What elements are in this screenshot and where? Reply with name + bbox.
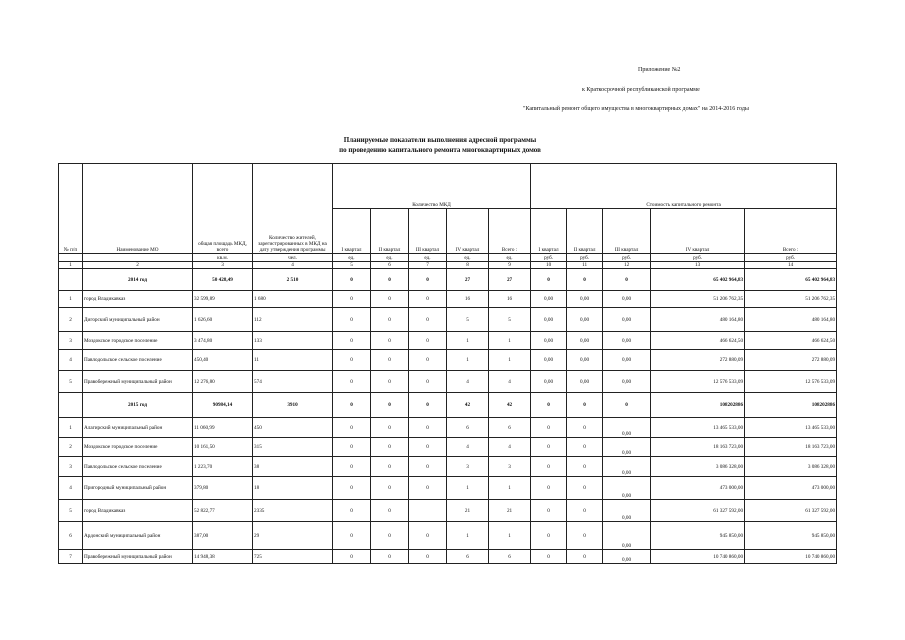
row-mkd-q1: 0: [333, 457, 371, 477]
row-cost-q4: 10 740 860,00: [651, 550, 745, 564]
row-cost-total: 272 880,09: [745, 350, 837, 371]
row-num: 1: [59, 291, 83, 308]
row-cost-q4: 108202886: [651, 393, 745, 418]
row-cost-q3: 0,00: [603, 550, 651, 564]
cost-total-header: Всего :: [745, 209, 837, 254]
row-area: 10 161,50: [193, 438, 253, 457]
row-mkd-total: 3: [489, 457, 531, 477]
row-cost-q3: 0,00: [603, 332, 651, 350]
row-mkd-q1: 0: [333, 522, 371, 550]
row-cost-total: 13 465 533,00: [745, 418, 837, 438]
row-num: 3: [59, 332, 83, 350]
row-mkd-q4: 21: [447, 500, 489, 522]
row-mkd-q4: 4: [447, 371, 489, 393]
row-cost-q1: 0,00: [531, 371, 567, 393]
row-num: 1: [59, 418, 83, 438]
row-num: 2: [59, 308, 83, 332]
table-row: [59, 291, 837, 308]
row-residents: 2 510: [253, 269, 333, 291]
row-mkd-q3: 0: [409, 457, 447, 477]
row-num: 5: [59, 371, 83, 393]
table-row: [59, 350, 837, 371]
row-name: Ардонский муниципальный район: [83, 522, 193, 550]
row-area: 3 474,80: [193, 332, 253, 350]
row-mkd-q3: 0: [409, 418, 447, 438]
row-mkd-total: 16: [489, 291, 531, 308]
row-cost-q4: 12 576 533,09: [651, 371, 745, 393]
row-mkd-q2: 0: [371, 550, 409, 564]
column-number: 12: [603, 262, 651, 269]
row-cost-q3: 0,00: [603, 308, 651, 332]
row-mkd-q3: 0: [409, 371, 447, 393]
table-row: [59, 371, 837, 393]
row-cost-q3: 0,00: [603, 350, 651, 371]
row-area: 12 276,80: [193, 371, 253, 393]
row-mkd-total: 1: [489, 332, 531, 350]
mkd-q2-header: II квартал: [371, 209, 409, 254]
row-mkd-q2: 0: [371, 522, 409, 550]
row-mkd-q1: 0: [333, 269, 371, 291]
row-cost-q3: 0,00: [603, 291, 651, 308]
row-cost-total: 466 624,50: [745, 332, 837, 350]
row-mkd-q4: 1: [447, 477, 489, 500]
row-cost-total: 10 740 860,00: [745, 550, 837, 564]
row-num: 4: [59, 350, 83, 371]
row-mkd-q2: 0: [371, 500, 409, 522]
row-num: 3: [59, 457, 83, 477]
row-mkd-q3: 0: [409, 291, 447, 308]
row-residents: 18: [253, 477, 333, 500]
row-residents: 29: [253, 522, 333, 550]
row-mkd-q2: 0: [371, 438, 409, 457]
row-cost-q2: 0: [567, 418, 603, 438]
row-cost-q3: 0,00: [603, 522, 651, 550]
row-mkd-q3: 0: [409, 269, 447, 291]
mkd-q3-header: III квартал: [409, 209, 447, 254]
unit-rub: руб.: [603, 254, 651, 262]
program-name: "Капитальный ремонт общего имущества в многоквартирных домах" на 2014-2016 годы: [523, 106, 749, 112]
row-cost-q4: 272 880,09: [651, 350, 745, 371]
unit-rub: руб.: [567, 254, 603, 262]
row-cost-q2: 0: [567, 457, 603, 477]
table-row: [59, 500, 837, 522]
column-number: 13: [651, 262, 745, 269]
unit-rub: руб.: [651, 254, 745, 262]
column-number: 8: [447, 262, 489, 269]
document-subtitle: по проведению капитального ремонта многоквартирных домов: [339, 146, 541, 154]
row-area: 379,80: [193, 477, 253, 500]
document-title: Планируемые показатели выполнения адресной программы: [343, 136, 537, 144]
col-name-header: Наименование МО: [83, 164, 193, 254]
row-cost-q3: 0,00: [603, 500, 651, 522]
row-mkd-q3: 0: [409, 308, 447, 332]
row-mkd-q4: 1: [447, 332, 489, 350]
row-cost-q2: 0: [567, 477, 603, 500]
row-name: Моздокское городское поселение: [83, 438, 193, 457]
row-name: Пригородный муниципальный район: [83, 477, 193, 500]
unit-count: ед.: [371, 254, 409, 262]
row-mkd-total: 1: [489, 522, 531, 550]
row-cost-q1: 0,00: [531, 350, 567, 371]
row-cost-q4: 61 327 592,00: [651, 500, 745, 522]
row-mkd-q2: 0: [371, 291, 409, 308]
row-mkd-q4: 3: [447, 457, 489, 477]
row-mkd-total: 27: [489, 269, 531, 291]
table-row: [59, 522, 837, 550]
column-number: 4: [253, 262, 333, 269]
year-summary-row: [59, 393, 837, 418]
row-area: 450,40: [193, 350, 253, 371]
row-cost-q2: 0: [567, 550, 603, 564]
row-cost-q3: 0,00: [603, 477, 651, 500]
row-cost-total: 18 163 723,00: [745, 438, 837, 457]
row-name: Павлодольское сельское поселение: [83, 350, 193, 371]
row-mkd-q1: 0: [333, 550, 371, 564]
row-mkd-total: 6: [489, 418, 531, 438]
row-cost-q2: 0: [567, 522, 603, 550]
row-cost-q3: 0,00: [603, 371, 651, 393]
mkd-count-group-header: Количество МКД: [333, 164, 531, 209]
unit-area: кв.м.: [193, 254, 253, 262]
row-mkd-q3: 0: [409, 438, 447, 457]
row-mkd-q2: 0: [371, 350, 409, 371]
row-mkd-total: 1: [489, 477, 531, 500]
row-cost-q1: 0: [531, 269, 567, 291]
row-mkd-q4: 16: [447, 291, 489, 308]
row-residents: 11: [253, 350, 333, 371]
row-mkd-q1: 0: [333, 500, 371, 522]
row-cost-q3: 0: [603, 269, 651, 291]
mkd-q4-header: IV квартал: [447, 209, 489, 254]
row-cost-q2: 0,00: [567, 308, 603, 332]
row-cost-total: 480 164,80: [745, 308, 837, 332]
row-mkd-q3: 0: [409, 477, 447, 500]
cost-q1-header: I квартал: [531, 209, 567, 254]
row-cost-q4: 480 164,80: [651, 308, 745, 332]
row-mkd-q1: 0: [333, 291, 371, 308]
row-mkd-total: 1: [489, 350, 531, 371]
row-area: 1 223,70: [193, 457, 253, 477]
row-cost-q4: 18 163 723,00: [651, 438, 745, 457]
row-cost-q1: 0: [531, 418, 567, 438]
row-residents: 3910: [253, 393, 333, 418]
column-number: 3: [193, 262, 253, 269]
row-mkd-total: 5: [489, 308, 531, 332]
row-mkd-q3: 0: [409, 332, 447, 350]
row-num: 4: [59, 477, 83, 500]
mkd-q1-header: I квартал: [333, 209, 371, 254]
row-mkd-q1: 0: [333, 350, 371, 371]
row-area: 387,00: [193, 522, 253, 550]
row-num: 2: [59, 438, 83, 457]
unit-people: чел.: [253, 254, 333, 262]
row-cost-q4: 13 465 533,00: [651, 418, 745, 438]
table-row: [59, 457, 837, 477]
column-number: 14: [745, 262, 837, 269]
row-cost-q1: 0: [531, 457, 567, 477]
row-mkd-q1: 0: [333, 418, 371, 438]
unit-count: ед.: [489, 254, 531, 262]
row-cost-q1: 0: [531, 522, 567, 550]
column-number: 5: [333, 262, 371, 269]
row-mkd-q3: 0: [409, 393, 447, 418]
unit-rub: руб.: [745, 254, 837, 262]
row-residents: 38: [253, 457, 333, 477]
row-residents: 2335: [253, 500, 333, 522]
col-residents-header: Количество жителей, зарегистрированных в МКД на дату утверждения программы: [253, 164, 333, 254]
row-cost-q3: 0,00: [603, 438, 651, 457]
row-name: 2014 год: [83, 269, 193, 291]
row-cost-total: 12 576 533,09: [745, 371, 837, 393]
row-cost-q3: 0: [603, 393, 651, 418]
unit-cell: [83, 254, 193, 262]
row-area: 14 948,38: [193, 550, 253, 564]
row-mkd-q2: 0: [371, 418, 409, 438]
appendix-label: Приложение №2: [638, 67, 681, 73]
row-cost-q2: 0,00: [567, 291, 603, 308]
row-name: 2015 год: [83, 393, 193, 418]
row-name: Дигорский муниципальный район: [83, 308, 193, 332]
row-name: Правобережный муниципальный район: [83, 550, 193, 564]
row-num: [59, 269, 83, 291]
program-reference: к Краткосрочной республиканской программе: [582, 87, 700, 93]
row-name: город Владикавказ: [83, 291, 193, 308]
column-number: 7: [409, 262, 447, 269]
row-residents: 1 680: [253, 291, 333, 308]
row-name: город Владикавказ: [83, 500, 193, 522]
row-cost-q1: 0: [531, 393, 567, 418]
row-area: 52 822,77: [193, 500, 253, 522]
row-mkd-q4: 4: [447, 438, 489, 457]
row-mkd-total: 4: [489, 438, 531, 457]
row-cost-q4: 945 850,00: [651, 522, 745, 550]
row-cost-q4: 3 086 328,00: [651, 457, 745, 477]
unit-cell: [59, 254, 83, 262]
unit-count: ед.: [333, 254, 371, 262]
row-mkd-q4: 1: [447, 522, 489, 550]
table-row: [59, 332, 837, 350]
column-number: 1: [59, 262, 83, 269]
row-area: 50 428,49: [193, 269, 253, 291]
row-mkd-q1: 0: [333, 332, 371, 350]
unit-rub: руб.: [531, 254, 567, 262]
row-mkd-q4: 5: [447, 308, 489, 332]
row-mkd-q2: 0: [371, 371, 409, 393]
row-mkd-q1: 0: [333, 438, 371, 457]
row-cost-total: 473 000,00: [745, 477, 837, 500]
row-cost-q1: 0: [531, 550, 567, 564]
row-cost-q2: 0: [567, 269, 603, 291]
table-row: [59, 477, 837, 500]
row-cost-q2: 0: [567, 500, 603, 522]
row-mkd-total: 6: [489, 550, 531, 564]
row-mkd-q2: 0: [371, 332, 409, 350]
row-mkd-q2: 0: [371, 269, 409, 291]
row-mkd-q4: 6: [447, 418, 489, 438]
row-residents: 725: [253, 550, 333, 564]
row-cost-q4: 473 000,00: [651, 477, 745, 500]
row-name: Павлодольское сельское поселение: [83, 457, 193, 477]
cost-q4-header: IV квартал: [651, 209, 745, 254]
row-cost-q1: 0: [531, 500, 567, 522]
row-mkd-q2: 0: [371, 457, 409, 477]
row-cost-q4: 466 624,50: [651, 332, 745, 350]
row-mkd-q2: 0: [371, 308, 409, 332]
row-name: Моздокское городское поселение: [83, 332, 193, 350]
year-summary-row: [59, 269, 837, 291]
row-cost-q1: 0,00: [531, 308, 567, 332]
row-area: 1 626,60: [193, 308, 253, 332]
row-mkd-total: 42: [489, 393, 531, 418]
row-mkd-q1: 0: [333, 308, 371, 332]
row-mkd-q2: 0: [371, 477, 409, 500]
row-mkd-q3: 0: [409, 550, 447, 564]
row-cost-q2: 0,00: [567, 371, 603, 393]
col-area-header: общая площадь МКД, всего: [193, 164, 253, 254]
column-number: 6: [371, 262, 409, 269]
row-num: 7: [59, 550, 83, 564]
program-table: [58, 163, 837, 564]
row-cost-q3: 0,00: [603, 457, 651, 477]
table-row: [59, 550, 837, 564]
row-cost-total: 51 206 762,35: [745, 291, 837, 308]
row-cost-q2: 0: [567, 393, 603, 418]
row-cost-total: 108202886: [745, 393, 837, 418]
row-mkd-q4: 42: [447, 393, 489, 418]
row-mkd-q1: 0: [333, 477, 371, 500]
row-mkd-q2: 0: [371, 393, 409, 418]
row-cost-q3: 0,00: [603, 418, 651, 438]
row-mkd-q1: 0: [333, 371, 371, 393]
column-number: 2: [83, 262, 193, 269]
row-name: Правобережный муниципальный район: [83, 371, 193, 393]
row-residents: 315: [253, 438, 333, 457]
mkd-total-header: Всего :: [489, 209, 531, 254]
row-residents: 133: [253, 332, 333, 350]
row-cost-total: 61 327 592,00: [745, 500, 837, 522]
row-residents: 112: [253, 308, 333, 332]
row-cost-q4: 51 206 762,35: [651, 291, 745, 308]
table-row: [59, 438, 837, 457]
row-cost-total: 3 086 328,00: [745, 457, 837, 477]
row-mkd-q4: 27: [447, 269, 489, 291]
row-mkd-q4: 1: [447, 350, 489, 371]
row-cost-total: 945 850,00: [745, 522, 837, 550]
row-mkd-q3: 0: [409, 350, 447, 371]
row-cost-q2: 0,00: [567, 332, 603, 350]
column-number: 11: [567, 262, 603, 269]
row-mkd-total: 4: [489, 371, 531, 393]
row-residents: 450: [253, 418, 333, 438]
table-row: [59, 418, 837, 438]
row-cost-q1: 0,00: [531, 291, 567, 308]
row-mkd-q4: 6: [447, 550, 489, 564]
row-mkd-q3: 0: [409, 522, 447, 550]
row-num: 6: [59, 522, 83, 550]
row-num: 5: [59, 500, 83, 522]
cost-group-header: Стоимость капитального ремонта: [531, 164, 837, 209]
row-mkd-q1: 0: [333, 393, 371, 418]
row-area: 90984,14: [193, 393, 253, 418]
row-cost-q2: 0,00: [567, 350, 603, 371]
unit-count: ед.: [447, 254, 489, 262]
table-row: [59, 308, 837, 332]
cost-q3-header: III квартал: [603, 209, 651, 254]
row-area: 32 599,89: [193, 291, 253, 308]
column-number: 9: [489, 262, 531, 269]
row-area: 11 060,99: [193, 418, 253, 438]
col-num-header: № п/п: [59, 164, 83, 254]
row-name: Алагирский муниципальный район: [83, 418, 193, 438]
row-mkd-q3: [409, 500, 447, 522]
row-num: [59, 393, 83, 418]
column-number: 10: [531, 262, 567, 269]
row-cost-q4: 65 402 964,83: [651, 269, 745, 291]
row-cost-q1: 0,00: [531, 332, 567, 350]
row-cost-q1: 0: [531, 477, 567, 500]
row-cost-total: 65 402 964,83: [745, 269, 837, 291]
row-residents: 574: [253, 371, 333, 393]
row-cost-q2: 0: [567, 438, 603, 457]
row-mkd-total: 21: [489, 500, 531, 522]
cost-q2-header: II квартал: [567, 209, 603, 254]
unit-count: ед.: [409, 254, 447, 262]
row-cost-q1: 0: [531, 438, 567, 457]
